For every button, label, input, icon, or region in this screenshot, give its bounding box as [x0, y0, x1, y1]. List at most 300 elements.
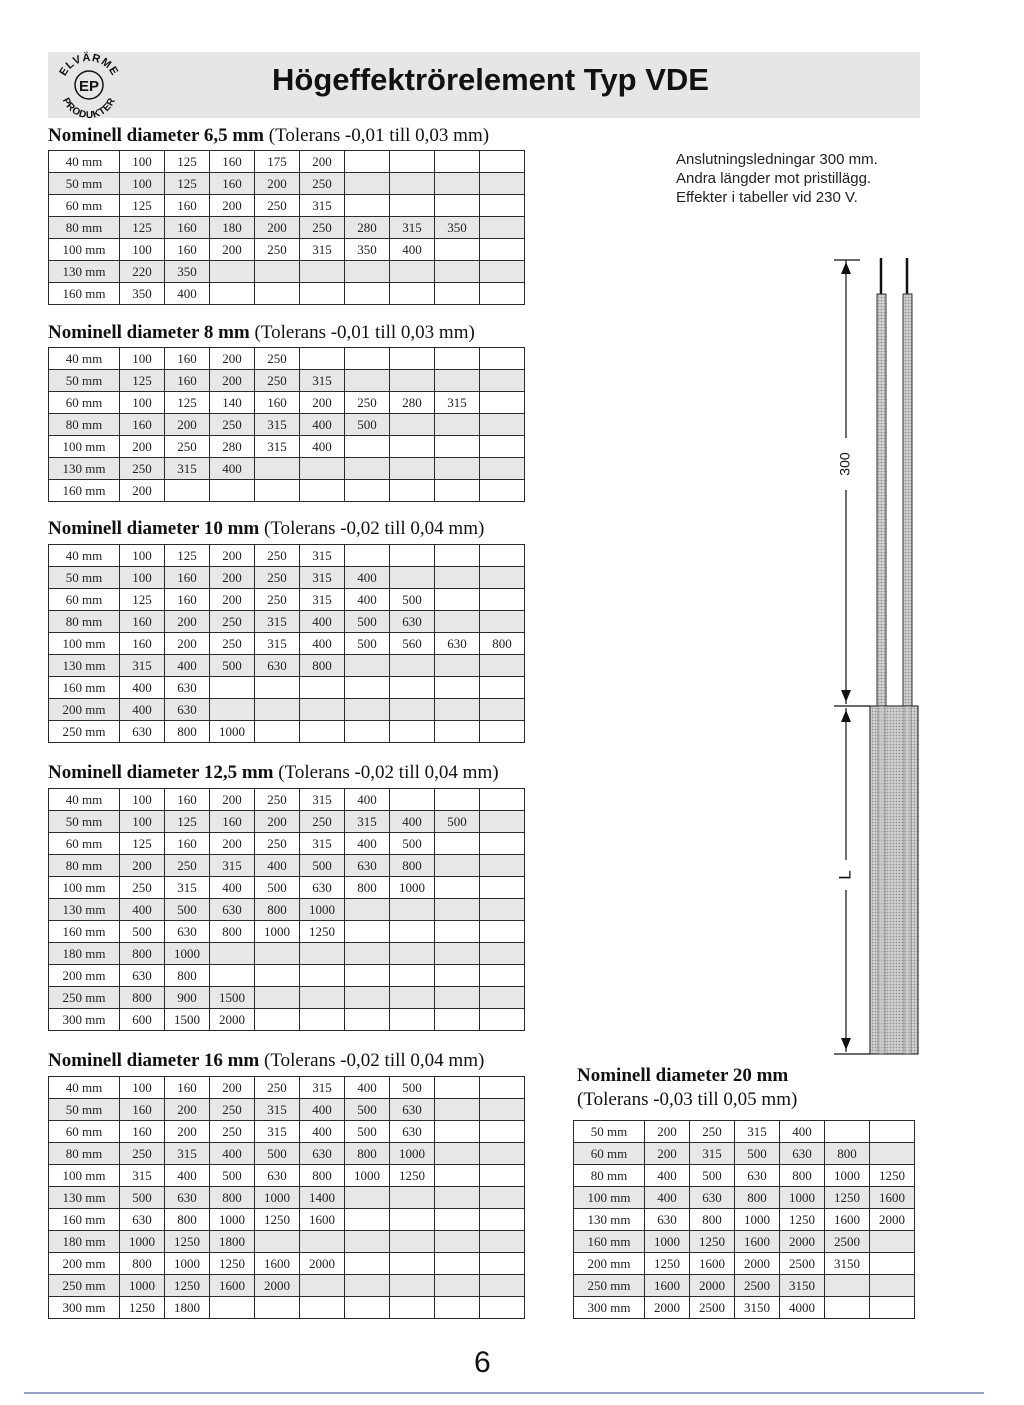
table-row — [49, 1165, 525, 1187]
row-length-cell: 40 mm — [49, 789, 120, 811]
power-cell: 400 — [345, 789, 390, 811]
power-cell: 250 — [255, 789, 300, 811]
power-cell: 800 — [480, 633, 525, 655]
power-cell: 125 — [120, 370, 165, 392]
row-length-cell: 130 mm — [49, 458, 120, 480]
table-diameter-12-5mm — [48, 788, 525, 1031]
power-cell — [345, 1209, 390, 1231]
power-cell — [345, 1275, 390, 1297]
row-length-cell: 100 mm — [574, 1187, 645, 1209]
power-cell: 1000 — [780, 1187, 825, 1209]
power-cell — [435, 833, 480, 855]
power-cell — [345, 699, 390, 721]
power-cell: 500 — [210, 655, 255, 677]
power-cell: 630 — [300, 1143, 345, 1165]
table-row — [49, 151, 525, 173]
power-cell: 200 — [300, 151, 345, 173]
power-cell: 315 — [300, 195, 345, 217]
row-length-cell: 100 mm — [49, 633, 120, 655]
power-cell — [480, 414, 525, 436]
power-cell — [345, 921, 390, 943]
power-cell: 175 — [255, 151, 300, 173]
row-length-cell: 250 mm — [574, 1275, 645, 1297]
power-cell: 1250 — [645, 1253, 690, 1275]
power-cell: 250 — [210, 611, 255, 633]
row-length-cell: 60 mm — [49, 589, 120, 611]
power-cell — [480, 261, 525, 283]
power-cell — [435, 789, 480, 811]
power-cell: 400 — [345, 833, 390, 855]
power-cell: 315 — [255, 436, 300, 458]
power-cell: 500 — [690, 1165, 735, 1187]
power-cell: 160 — [120, 414, 165, 436]
power-cell: 125 — [165, 173, 210, 195]
power-cell: 2000 — [690, 1275, 735, 1297]
section-heading: Nominell diameter 12,5 mm — [48, 762, 274, 783]
power-cell: 200 — [210, 589, 255, 611]
power-cell — [300, 283, 345, 305]
power-cell — [480, 1121, 525, 1143]
table-row — [574, 1121, 915, 1143]
power-cell — [255, 458, 300, 480]
power-cell: 600 — [120, 1009, 165, 1031]
power-cell: 1600 — [210, 1275, 255, 1297]
power-cell: 630 — [120, 965, 165, 987]
power-cell — [345, 899, 390, 921]
logo-mark: EP — [78, 78, 100, 95]
power-cell: 250 — [255, 567, 300, 589]
section-heading: Nominell diameter 6,5 mm — [48, 125, 264, 146]
power-cell — [345, 1297, 390, 1319]
power-cell — [480, 1253, 525, 1275]
power-cell — [480, 833, 525, 855]
power-cell: 1800 — [210, 1231, 255, 1253]
table-row — [574, 1165, 915, 1187]
power-cell — [255, 480, 300, 502]
power-cell — [480, 151, 525, 173]
table-row — [49, 789, 525, 811]
power-cell — [345, 1231, 390, 1253]
power-cell: 800 — [300, 655, 345, 677]
row-length-cell: 300 mm — [574, 1297, 645, 1319]
row-length-cell: 100 mm — [49, 239, 120, 261]
power-cell — [390, 789, 435, 811]
table-row — [49, 987, 525, 1009]
power-cell — [345, 173, 390, 195]
power-cell: 1000 — [345, 1165, 390, 1187]
power-cell — [345, 677, 390, 699]
power-cell: 2500 — [780, 1253, 825, 1275]
power-cell: 315 — [300, 567, 345, 589]
power-cell — [390, 1297, 435, 1319]
power-cell — [435, 1099, 480, 1121]
section-tolerance: (Tolerans -0,03 till 0,05 mm) — [577, 1088, 798, 1110]
power-cell — [480, 348, 525, 370]
power-cell: 1000 — [120, 1275, 165, 1297]
power-cell — [345, 348, 390, 370]
power-cell: 200 — [210, 195, 255, 217]
power-cell — [390, 1187, 435, 1209]
power-cell — [255, 965, 300, 987]
power-cell — [300, 943, 345, 965]
power-cell — [480, 855, 525, 877]
power-cell: 400 — [390, 811, 435, 833]
power-cell: 500 — [345, 633, 390, 655]
row-length-cell: 40 mm — [49, 151, 120, 173]
power-cell: 1250 — [165, 1275, 210, 1297]
table-row — [49, 436, 525, 458]
table-diameter-10mm — [48, 544, 525, 743]
power-cell — [480, 789, 525, 811]
power-cell — [825, 1275, 870, 1297]
table-row — [49, 611, 525, 633]
section-heading: Nominell diameter 20 mm — [577, 1065, 789, 1086]
power-cell — [480, 1009, 525, 1031]
power-cell: 1250 — [300, 921, 345, 943]
section-tolerance: (Tolerans -0,01 till 0,03 mm) — [268, 125, 490, 146]
power-cell: 250 — [690, 1121, 735, 1143]
power-cell — [435, 1297, 480, 1319]
power-cell: 1000 — [255, 1187, 300, 1209]
power-cell: 630 — [120, 721, 165, 743]
power-cell — [390, 567, 435, 589]
power-cell: 630 — [780, 1143, 825, 1165]
power-cell: 400 — [300, 414, 345, 436]
power-cell: 125 — [120, 589, 165, 611]
power-cell: 250 — [255, 1077, 300, 1099]
power-cell — [210, 261, 255, 283]
power-cell: 400 — [165, 1165, 210, 1187]
power-cell: 200 — [165, 633, 210, 655]
power-cell: 630 — [165, 677, 210, 699]
table-row — [49, 173, 525, 195]
power-cell — [435, 611, 480, 633]
power-cell — [435, 480, 480, 502]
footer-divider — [24, 1392, 984, 1394]
power-cell — [480, 283, 525, 305]
power-cell — [435, 965, 480, 987]
row-length-cell: 60 mm — [574, 1143, 645, 1165]
power-cell — [390, 348, 435, 370]
table-row — [49, 677, 525, 699]
power-cell: 280 — [210, 436, 255, 458]
power-cell: 800 — [120, 943, 165, 965]
power-cell: 2500 — [690, 1297, 735, 1319]
power-cell — [480, 1297, 525, 1319]
power-cell — [435, 1187, 480, 1209]
power-cell: 800 — [165, 721, 210, 743]
power-cell — [345, 480, 390, 502]
section-title-10mm — [48, 518, 484, 540]
power-cell: 315 — [300, 239, 345, 261]
note-line: Andra längder mot pristillägg. — [676, 170, 872, 187]
power-cell: 100 — [120, 789, 165, 811]
power-cell — [870, 1121, 915, 1143]
row-length-cell: 250 mm — [49, 987, 120, 1009]
power-cell — [345, 965, 390, 987]
row-length-cell: 160 mm — [49, 921, 120, 943]
power-cell — [870, 1143, 915, 1165]
power-cell: 315 — [300, 1077, 345, 1099]
table-row — [49, 1143, 525, 1165]
power-cell — [480, 239, 525, 261]
power-cell: 800 — [210, 1187, 255, 1209]
power-cell — [870, 1253, 915, 1275]
row-length-cell: 130 mm — [49, 261, 120, 283]
power-cell: 160 — [255, 392, 300, 414]
power-cell: 400 — [210, 877, 255, 899]
power-cell: 1250 — [870, 1165, 915, 1187]
power-cell — [480, 1275, 525, 1297]
power-cell — [480, 173, 525, 195]
power-cell — [390, 370, 435, 392]
power-cell: 500 — [345, 611, 390, 633]
power-cell: 800 — [300, 1165, 345, 1187]
power-cell: 160 — [120, 1121, 165, 1143]
power-cell — [435, 721, 480, 743]
power-cell — [480, 965, 525, 987]
power-cell: 400 — [255, 855, 300, 877]
power-cell: 315 — [255, 1099, 300, 1121]
power-cell: 315 — [255, 611, 300, 633]
power-cell — [870, 1297, 915, 1319]
note-line: Effekter i tabeller vid 230 V. — [676, 189, 858, 206]
power-cell: 350 — [435, 217, 480, 239]
power-cell: 100 — [120, 151, 165, 173]
power-cell — [480, 217, 525, 239]
power-cell — [300, 677, 345, 699]
power-cell: 250 — [255, 348, 300, 370]
power-cell — [825, 1297, 870, 1319]
section-title-8mm — [48, 322, 475, 344]
power-cell: 1000 — [255, 921, 300, 943]
power-cell: 630 — [345, 855, 390, 877]
row-length-cell: 60 mm — [49, 1121, 120, 1143]
power-cell — [255, 677, 300, 699]
power-cell — [390, 261, 435, 283]
power-cell — [345, 151, 390, 173]
power-cell: 1000 — [825, 1165, 870, 1187]
table-row — [49, 1187, 525, 1209]
power-cell: 630 — [390, 1121, 435, 1143]
power-cell — [480, 370, 525, 392]
power-cell: 160 — [165, 789, 210, 811]
row-length-cell: 50 mm — [574, 1121, 645, 1143]
power-cell — [390, 458, 435, 480]
logo-text-bottom: PRODUKTER — [59, 96, 119, 122]
power-cell — [300, 987, 345, 1009]
power-cell: 400 — [165, 655, 210, 677]
power-cell: 1000 — [735, 1209, 780, 1231]
power-cell: 2000 — [255, 1275, 300, 1297]
power-cell: 1250 — [165, 1231, 210, 1253]
section-title-12-5mm — [48, 762, 499, 784]
power-cell: 160 — [120, 1099, 165, 1121]
section-heading: Nominell diameter 16 mm — [48, 1050, 260, 1071]
power-cell — [480, 545, 525, 567]
power-cell: 100 — [120, 173, 165, 195]
power-cell: 400 — [120, 699, 165, 721]
power-cell — [255, 943, 300, 965]
power-cell: 100 — [120, 545, 165, 567]
power-cell: 500 — [735, 1143, 780, 1165]
table-row — [49, 965, 525, 987]
power-cell — [390, 1209, 435, 1231]
power-cell — [300, 1009, 345, 1031]
power-cell: 250 — [255, 195, 300, 217]
power-cell: 200 — [165, 611, 210, 633]
power-cell: 400 — [390, 239, 435, 261]
power-cell: 1000 — [120, 1231, 165, 1253]
row-length-cell: 50 mm — [49, 811, 120, 833]
power-cell: 800 — [780, 1165, 825, 1187]
power-cell: 200 — [210, 1077, 255, 1099]
power-cell — [435, 239, 480, 261]
power-cell: 1250 — [825, 1187, 870, 1209]
power-cell — [480, 589, 525, 611]
power-cell — [480, 458, 525, 480]
power-cell: 630 — [165, 921, 210, 943]
power-cell: 500 — [345, 1099, 390, 1121]
power-cell: 1000 — [165, 1253, 210, 1275]
power-cell: 200 — [645, 1143, 690, 1165]
power-cell: 250 — [255, 589, 300, 611]
power-cell — [480, 699, 525, 721]
power-cell: 280 — [390, 392, 435, 414]
power-cell — [255, 1297, 300, 1319]
power-cell: 125 — [165, 392, 210, 414]
power-cell — [345, 261, 390, 283]
power-cell — [480, 677, 525, 699]
power-cell: 250 — [120, 458, 165, 480]
power-cell — [480, 1231, 525, 1253]
power-cell: 315 — [345, 811, 390, 833]
power-cell: 200 — [165, 414, 210, 436]
power-cell: 200 — [300, 392, 345, 414]
power-cell: 800 — [120, 987, 165, 1009]
row-length-cell: 160 mm — [49, 480, 120, 502]
power-cell: 500 — [210, 1165, 255, 1187]
power-cell: 200 — [255, 811, 300, 833]
power-cell: 160 — [165, 833, 210, 855]
power-cell — [390, 414, 435, 436]
power-cell: 125 — [120, 833, 165, 855]
power-cell: 125 — [120, 195, 165, 217]
power-cell: 250 — [120, 877, 165, 899]
power-cell: 2000 — [735, 1253, 780, 1275]
row-length-cell: 180 mm — [49, 1231, 120, 1253]
power-cell: 315 — [255, 633, 300, 655]
power-cell: 315 — [690, 1143, 735, 1165]
power-cell: 2000 — [300, 1253, 345, 1275]
row-length-cell: 60 mm — [49, 833, 120, 855]
power-cell: 280 — [345, 217, 390, 239]
power-cell: 1000 — [390, 877, 435, 899]
power-cell: 315 — [165, 877, 210, 899]
table-row — [49, 721, 525, 743]
table-row — [49, 921, 525, 943]
heater-element-diagram — [820, 248, 940, 1068]
power-cell: 160 — [210, 173, 255, 195]
power-cell: 1600 — [300, 1209, 345, 1231]
power-cell — [435, 1077, 480, 1099]
power-cell: 500 — [345, 1121, 390, 1143]
power-cell: 630 — [165, 699, 210, 721]
power-cell: 350 — [120, 283, 165, 305]
power-cell: 2500 — [735, 1275, 780, 1297]
power-cell — [300, 721, 345, 743]
power-cell: 400 — [345, 567, 390, 589]
power-cell: 800 — [255, 899, 300, 921]
row-length-cell: 50 mm — [49, 1099, 120, 1121]
power-cell: 100 — [120, 1077, 165, 1099]
section-tolerance: (Tolerans -0,02 till 0,04 mm) — [264, 518, 485, 539]
power-cell: 315 — [120, 655, 165, 677]
power-cell: 250 — [165, 855, 210, 877]
power-cell: 500 — [120, 1187, 165, 1209]
power-cell: 250 — [255, 545, 300, 567]
power-cell: 500 — [390, 589, 435, 611]
power-cell — [300, 965, 345, 987]
power-cell — [480, 943, 525, 965]
row-length-cell: 40 mm — [49, 1077, 120, 1099]
power-cell: 200 — [165, 1121, 210, 1143]
table-row — [49, 261, 525, 283]
power-cell — [390, 921, 435, 943]
row-length-cell: 60 mm — [49, 392, 120, 414]
table-row — [49, 811, 525, 833]
power-cell — [390, 480, 435, 502]
row-length-cell: 40 mm — [49, 545, 120, 567]
power-cell — [345, 655, 390, 677]
power-cell: 630 — [435, 633, 480, 655]
power-cell — [435, 283, 480, 305]
row-length-cell: 100 mm — [49, 877, 120, 899]
row-length-cell: 80 mm — [49, 855, 120, 877]
table-row — [49, 239, 525, 261]
power-cell — [435, 877, 480, 899]
power-cell: 2500 — [825, 1231, 870, 1253]
power-cell — [480, 1209, 525, 1231]
power-cell: 800 — [120, 1253, 165, 1275]
row-length-cell: 160 mm — [49, 283, 120, 305]
power-cell: 250 — [300, 173, 345, 195]
section-heading: Nominell diameter 10 mm — [48, 518, 260, 539]
page-number: 6 — [474, 1346, 491, 1379]
power-cell — [435, 943, 480, 965]
power-cell — [390, 436, 435, 458]
table-row — [49, 899, 525, 921]
power-cell — [300, 261, 345, 283]
power-cell: 4000 — [780, 1297, 825, 1319]
row-length-cell: 200 mm — [49, 699, 120, 721]
power-cell — [390, 987, 435, 1009]
power-cell: 400 — [645, 1187, 690, 1209]
power-cell: 2000 — [870, 1209, 915, 1231]
power-cell: 140 — [210, 392, 255, 414]
power-cell: 1500 — [165, 1009, 210, 1031]
power-cell — [825, 1121, 870, 1143]
power-cell: 400 — [300, 611, 345, 633]
power-cell: 315 — [255, 414, 300, 436]
power-cell: 160 — [210, 151, 255, 173]
row-length-cell: 300 mm — [49, 1009, 120, 1031]
section-title-6-5mm — [48, 125, 489, 147]
row-length-cell: 300 mm — [49, 1297, 120, 1319]
power-cell: 800 — [690, 1209, 735, 1231]
power-cell: 350 — [165, 261, 210, 283]
power-cell: 1600 — [645, 1275, 690, 1297]
